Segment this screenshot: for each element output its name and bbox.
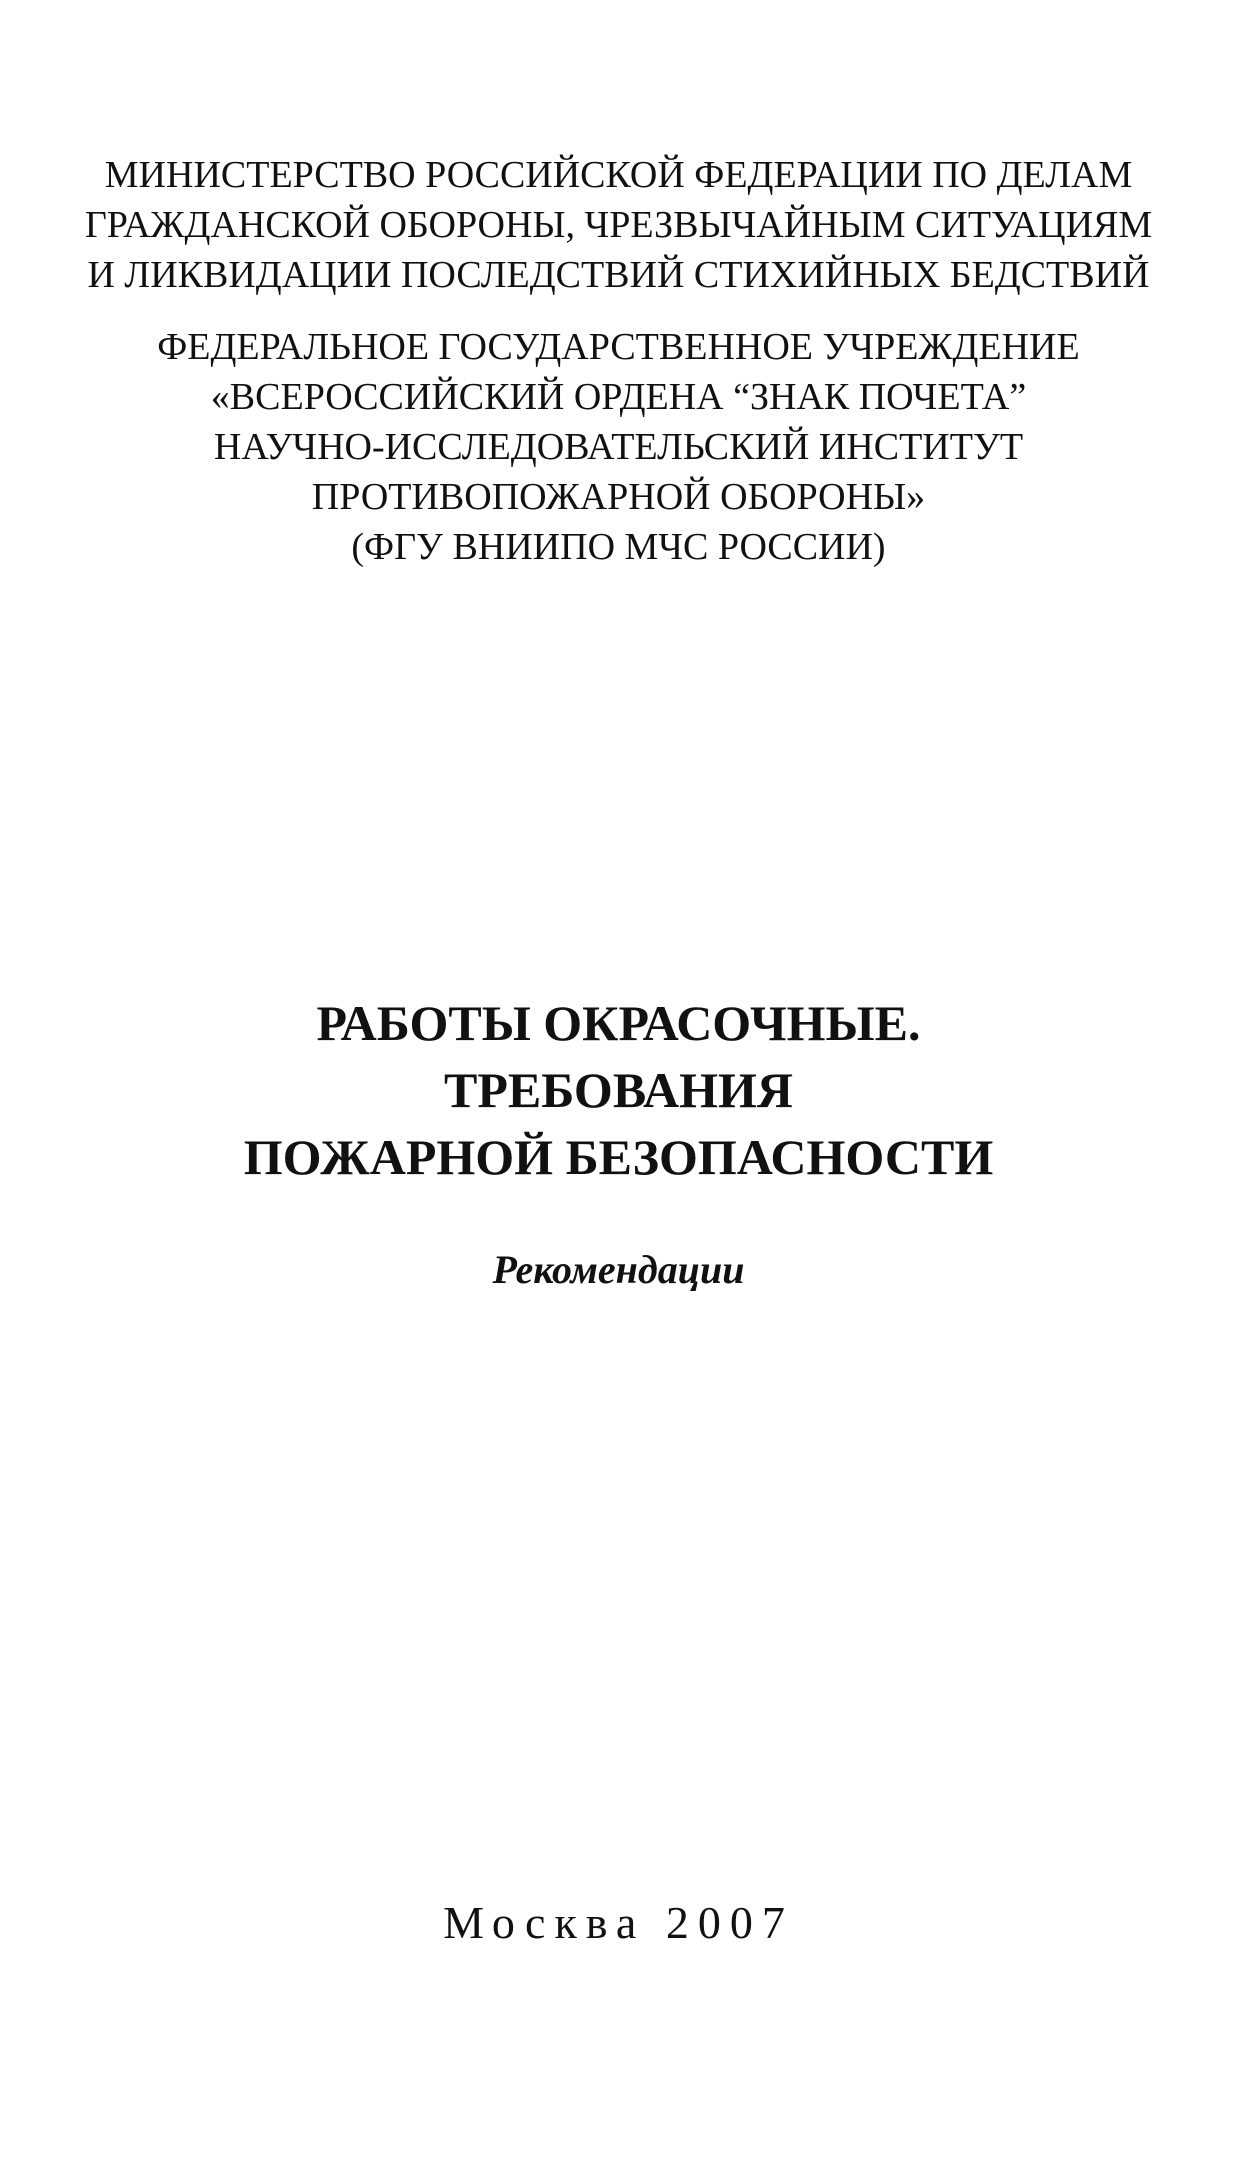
institution-line-4: ПРОТИВОПОЖАРНОЙ ОБОРОНЫ»	[311, 476, 926, 518]
institution-line-2: «ВСЕРОССИЙСКИЙ ОРДЕНА “ЗНАК ПОЧЕТА”	[210, 376, 1027, 418]
ministry-heading	[0, 150, 1237, 300]
institution-heading	[0, 322, 1237, 572]
title-line-3: ПОЖАРНОЙ БЕЗОПАСНОСТИ	[243, 1129, 994, 1185]
institution-line-3: НАУЧНО-ИССЛЕДОВАТЕЛЬСКИЙ ИНСТИТУТ	[213, 426, 1024, 468]
document-title	[0, 990, 1237, 1191]
place-and-year: Москва 2007	[443, 1897, 794, 1948]
title-line-2: ТРЕБОВАНИЯ	[443, 1062, 794, 1118]
ministry-line-3: И ЛИКВИДАЦИИ ПОСЛЕДСТВИЙ СТИХИЙНЫХ БЕДСТВИЙ	[87, 254, 1150, 296]
ministry-line-1: МИНИСТЕРСТВО РОССИЙСКОЙ ФЕДЕРАЦИИ ПО ДЕЛАМ	[104, 154, 1133, 196]
institution-line-5: (ФГУ ВНИИПО МЧС РОССИИ)	[351, 526, 886, 568]
ministry-line-2: ГРАЖДАНСКОЙ ОБОРОНЫ, ЧРЕЗВЫЧАЙНЫМ СИТУАЦИЯМ	[84, 204, 1153, 246]
title-line-1: РАБОТЫ ОКРАСОЧНЫЕ.	[316, 995, 921, 1051]
institution-line-1: ФЕДЕРАЛЬНОЕ ГОСУДАРСТВЕННОЕ УЧРЕЖДЕНИЕ	[157, 326, 1080, 368]
document-subtitle: Рекомендации	[492, 1247, 745, 1292]
